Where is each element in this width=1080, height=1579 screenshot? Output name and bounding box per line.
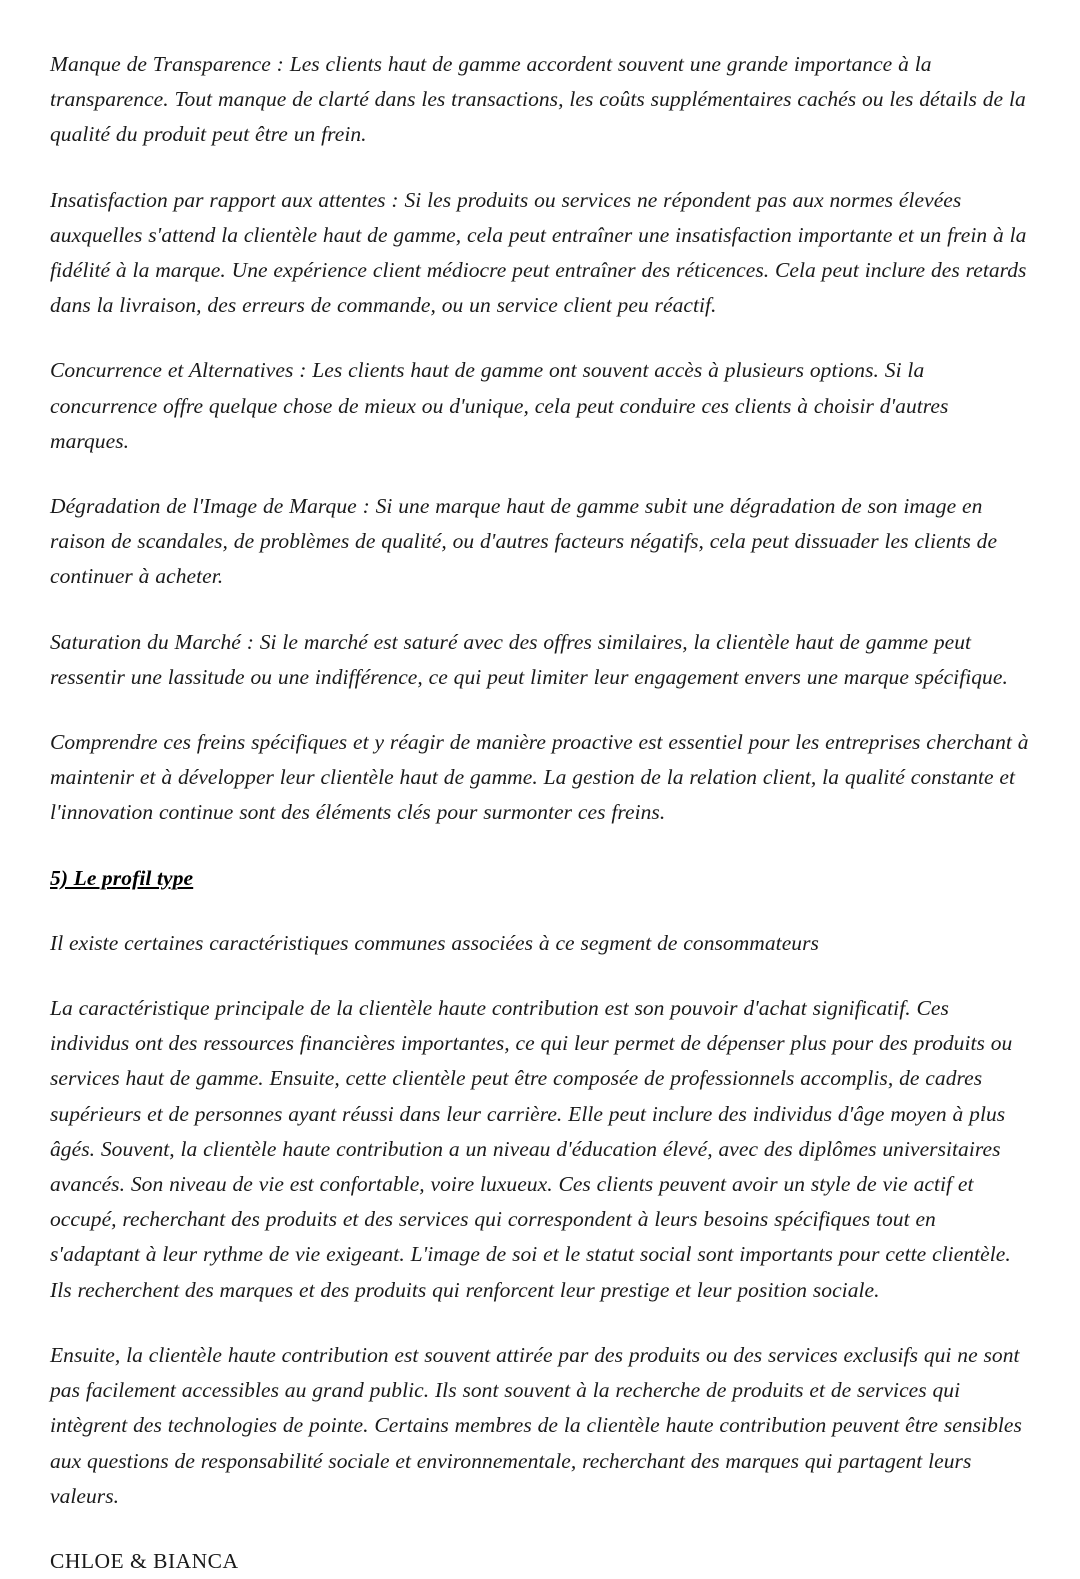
paragraph-degradation-de-l-image-de-marque: Dégradation de l'Image de Marque : Si une marque haut de gamme subit une dégradation de son image en raison de scandales, de problèmes de qualité, ou d'autres facteurs négatifs, cela peut dissuader les clients de continuer à acheter. (50, 494, 998, 589)
paragraph-comprendre-ces-freins: Comprendre ces freins spécifiques et y réagir de manière proactive est essentiel pour les entreprises cherchant à maintenir et à développer leur clientèle haut de gamme. La gestion de la relation client, la qualité constante et l'innovation continue sont des éléments clés pour surmonter ces freins. (50, 730, 1029, 825)
document-body (50, 47, 1030, 1579)
paragraph-concurrence-et-alternatives: Concurrence et Alternatives : Les clients haut de gamme ont souvent accès à plusieurs options. Si la concurrence offre quelque chose de mieux ou d'unique, cela peut conduire ces clients à choisir d'autres marques. (50, 358, 949, 453)
signature-authors: CHLOE & BIANCA (50, 1548, 239, 1573)
paragraph-manque-de-transparence: Manque de Transparence : Les clients haut de gamme accordent souvent une grande importance à la transparence. Tout manque de clarté dans les transactions, les coûts supplémentaires cachés ou les détails de la qualité du produit peut être un frein. (50, 52, 1026, 147)
paragraph-la-caracteristique-principale: La caractéristique principale de la clientèle haute contribution est son pouvoir d'achat significatif. Ces individus ont des ressources financières importantes, ce qui leur permet de dépenser plus pour des produits ou services haut de gamme. Ensuite, cette clientèle peut être composée de professionnels accomplis, de cadres supérieurs et de personnes ayant réussi dans leur carrière. Elle peut inclure des individus d'âge moyen à plus âgés. Souvent, la clientèle haute contribution a un niveau d'éducation élevé, avec des diplômes universitaires avancés. Son niveau de vie est confortable, voire luxueux. Ces clients peuvent avoir un style de vie actif et occupé, recherchant des produits et des services qui correspondent à leurs besoins spécifiques tout en s'adaptant à leur rythme de vie exigeant. L'image de soi et le statut social sont importants pour cette clientèle. Ils recherchent des marques et des produits qui renforcent leur prestige et leur position sociale. (50, 996, 1013, 1302)
paragraph-ensuite-la-clientele-haute-contribution: Ensuite, la clientèle haute contribution est souvent attirée par des produits ou des services exclusifs qui ne sont pas facilement accessibles au grand public. Ils sont souvent à la recherche de produits et de services qui intègrent des technologies de pointe. Certains membres de la clientèle haute contribution peuvent être sensibles aux questions de responsabilité sociale et environnementale, recherchant des marques qui partagent leurs valeurs. (50, 1342, 1022, 1508)
paragraph-saturation-du-marche: Saturation du Marché : Si le marché est saturé avec des offres similaires, la clientèle haut de gamme peut ressentir une lassitude ou une indifférence, ce qui peut limiter leur engagement envers une marque spécifique. (50, 629, 1008, 689)
paragraph-il-existe-certaines-caracteristiques: Il existe certaines caractéristiques communes associées à ce segment de consommateurs (50, 930, 819, 955)
section-heading-le-profil-type: 5) Le profil type (50, 865, 194, 890)
paragraph-insatisfaction-par-rapport-aux-attentes: Insatisfaction par rapport aux attentes : Si les produits ou services ne répondent pas aux normes élevées auxquelles s'attend la clientèle haut de gamme, cela peut entraîner une insatisfaction importante et un frein à la fidélité à la marque. Une expérience client médiocre peut entraîner des réticences. Cela peut inclure des retards dans la livraison, des erreurs de commande, ou un service client peu réactif. (50, 187, 1027, 318)
